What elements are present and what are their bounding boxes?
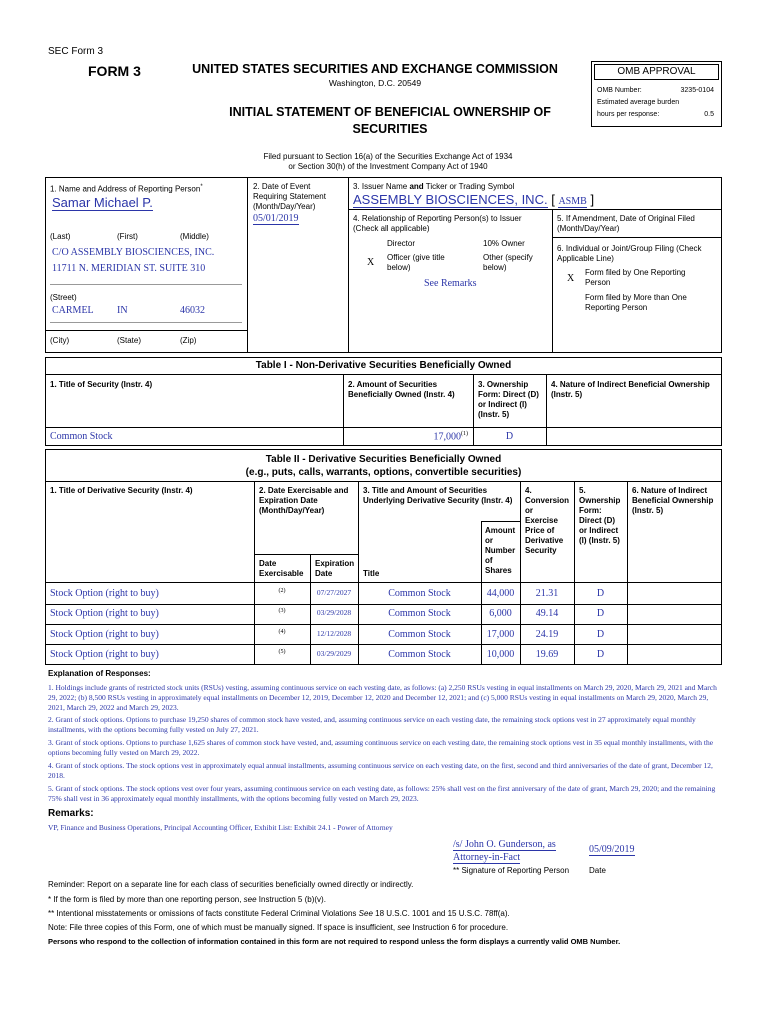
table1-title: Table I - Non-Derivative Securities Beneficially Owned xyxy=(255,360,512,371)
row-footnote: (5) xyxy=(278,649,286,655)
amount-shares-header: Amount or Number of Shares xyxy=(485,526,516,575)
omb-hours-value: 0.5 xyxy=(704,111,714,118)
middle-label: (Middle) xyxy=(180,232,209,241)
signature: /s/ John O. Gunderson, as Attorney-in-Fact xyxy=(453,839,556,863)
box5-label: 5. If Amendment, Date of Original Filed (Month/Day/Year) xyxy=(557,214,695,233)
city-label: (City) xyxy=(50,336,70,345)
zip-label: (Zip) xyxy=(180,336,197,345)
row-expiration: 07/27/2027 xyxy=(316,588,352,597)
officer-check-mark: X xyxy=(367,257,375,268)
table1-row-title: Common Stock xyxy=(50,431,113,442)
ten-percent-owner-label: 10% Owner xyxy=(483,239,525,248)
city-value: CARMEL xyxy=(52,305,94,316)
form-number: FORM 3 xyxy=(88,63,141,79)
table1-row-form: D xyxy=(505,431,514,442)
issuer-name: ASSEMBLY BIOSCIENCES, INC. xyxy=(353,192,548,207)
expiration-date-header: Expiration Date xyxy=(315,559,355,578)
table1-row-amount: 17,000$^{(1)}$ xyxy=(433,431,468,443)
page-title-line2: SECURITIES xyxy=(352,122,428,136)
remarks-title: Remarks: xyxy=(48,808,94,819)
one-person-check-mark: X xyxy=(567,273,575,284)
row-title: Stock Option (right to buy) xyxy=(50,588,159,599)
ticker-symbol: ASMB xyxy=(558,196,587,207)
officer-title: See Remarks xyxy=(424,278,477,289)
filed-line2: or Section 30(h) of the Investment Company Act of 1940 xyxy=(288,162,488,171)
row-amount: 17,000 xyxy=(486,629,515,640)
filed-pursuant xyxy=(150,152,626,172)
row-expiration: 03/29/2028 xyxy=(316,608,352,617)
street-label: (Street) xyxy=(50,293,77,302)
sec-form-label: SEC Form 3 xyxy=(48,46,104,57)
row-amount: 10,000 xyxy=(486,649,515,660)
director-label: Director xyxy=(387,239,416,248)
omb-number-value: 3235-0104 xyxy=(680,87,714,94)
footnote-1: 1. Holdings include grants of restricted stock units (RSUs) vesting, assuming continuous service on each vesting date, as follows: (a) 2,250 RSUs vesting in equal installments on March 29, 2020, March 29, 2021 and March 29, 2022; (b) 8,500 RSUs vesting in approximately equal installments on December 12, 2019, December 12, 2020 and December 12, 2021; and (c) 5,000 RSUs vesting in equal installments on March 29, 2020, March 29, 2021, March 29, 2022 and March 29, 2023. xyxy=(48,683,717,712)
box1-star: * xyxy=(200,184,203,190)
address-line2: 11711 N. MERIDIAN ST. SUITE 310 xyxy=(52,263,206,274)
officer-label: Officer (give title below) xyxy=(387,253,445,272)
footnote-4: 4. Grant of stock options. The stock options vest in approximately equal annual installments, assuming continuous service on each vesting date, on the first, second and third anniversaries of the date of grant, December 12, 2018. xyxy=(48,761,713,780)
footer-note-2: ** Intentional misstatements or omissions of facts constitute Federal Criminal Violations See 18 U.S.C. 1001 and 15 U.S.C. 78ff(a). xyxy=(48,909,510,918)
reporting-person-name: Samar Michael P. xyxy=(52,195,153,210)
row-underlying: Common Stock xyxy=(388,629,451,640)
address-line1: C/O ASSEMBLY BIOSCIENCES, INC. xyxy=(52,247,215,258)
row-form: D xyxy=(596,629,605,640)
omb-burden-label: Estimated average burden xyxy=(597,99,680,106)
commission-title: UNITED STATES SECURITIES AND EXCHANGE COMMISSION xyxy=(192,62,558,76)
box1-label: 1. Name and Address of Reporting Person* xyxy=(50,184,203,194)
omb-title: OMB APPROVAL xyxy=(594,64,719,80)
page-title xyxy=(190,104,590,138)
row-form: D xyxy=(596,588,605,599)
footnote-3: 3. Grant of stock options. Options to purchase 1,625 shares of common stock have vested, and, assuming continuous service on each vesting date, the remaining stock options vest in 35 equal monthly installments, with the options becoming fully vested on March 29, 2022. xyxy=(48,738,714,757)
row-title: Stock Option (right to buy) xyxy=(50,608,159,619)
table2-h6: 6. Nature of Indirect Beneficial Ownership (Instr. 5) xyxy=(632,486,714,515)
table1-h2: 2. Amount of Securities Beneficially Owned (Instr. 4) xyxy=(348,380,455,399)
state-value: IN xyxy=(117,305,128,316)
page-title-line1: INITIAL STATEMENT OF BENEFICIAL OWNERSHIP OF xyxy=(229,105,551,119)
box4-label: 4. Relationship of Reporting Person(s) to Issuer (Check all applicable) xyxy=(353,214,522,233)
filed-more-persons-label: Form filed by More than One Reporting Person xyxy=(585,293,687,312)
zip-value: 46032 xyxy=(180,305,205,316)
explanation-title: Explanation of Responses: xyxy=(48,669,151,678)
row-underlying: Common Stock xyxy=(388,608,451,619)
box2-label: 2. Date of Event Requiring Statement (Month/Day/Year) xyxy=(253,182,326,211)
row-footnote: (2) xyxy=(278,588,286,594)
signature-label: ** Signature of Reporting Person xyxy=(453,866,570,875)
box3-label: 3. Issuer Name and Ticker or Trading Symbol xyxy=(353,182,515,191)
table1-h3: 3. Ownership Form: Direct (D) or Indirect (I) (Instr. 5) xyxy=(478,380,539,419)
table2-h1: 1. Title of Derivative Security (Instr. 4) xyxy=(50,486,193,495)
footer-note-3: Note: File three copies of this Form, one of which must be manually signed. If space is insufficient, see Instruction 6 for procedure. xyxy=(48,923,509,932)
row-title: Stock Option (right to buy) xyxy=(50,649,159,660)
date-exercisable-header: Date Exercisable xyxy=(259,559,304,578)
commission-city: Washington, D.C. 20549 xyxy=(328,78,422,88)
date-label: Date xyxy=(589,866,606,875)
row-price: 21.31 xyxy=(535,588,559,599)
row-price: 24.19 xyxy=(535,629,559,640)
row-amount: 44,000 xyxy=(486,588,515,599)
state-label: (State) xyxy=(117,336,142,345)
footnote-2: 2. Grant of stock options. Options to purchase 19,250 shares of common stock have vested, and, assuming continuous service on each vesting date, the remaining stock options vest in 27 approximately equal monthly installments, with the options becoming fully vested on July 27, 2021. xyxy=(48,715,696,734)
row-title: Stock Option (right to buy) xyxy=(50,629,159,640)
table2-h3: 3. Title and Amount of Securities Underlying Derivative Security (Instr. 4) xyxy=(363,486,513,505)
table2-title: Table II - Derivative Securities Beneficially Owned (e.g., puts, calls, warrants, options, convertible securities) xyxy=(245,454,522,478)
table1-h1: 1. Title of Security (Instr. 4) xyxy=(50,380,153,389)
row-price: 19.69 xyxy=(535,649,559,660)
footer-note-1: * If the form is filed by more than one reporting person, see Instruction 5 (b)(v). xyxy=(48,895,326,904)
issuer-line: ASSEMBLY BIOSCIENCES, INC. [ ASMB ] xyxy=(353,192,595,207)
row-form: D xyxy=(596,608,605,619)
table2-h4: 4. Conversion or Exercise Price of Derivative Security xyxy=(525,486,570,555)
row-amount: 6,000 xyxy=(489,608,512,619)
remarks-text: VP, Finance and Business Operations, Principal Accounting Officer, Exhibit List: Exhibit 24.1 - Power of Attorney xyxy=(48,823,393,832)
omb-number-label: OMB Number: xyxy=(597,87,642,94)
row-underlying: Common Stock xyxy=(388,649,451,660)
last-label: (Last) xyxy=(50,232,71,241)
box6-label: 6. Individual or Joint/Group Filing (Check Applicable Line) xyxy=(557,244,702,263)
filed-line1: Filed pursuant to Section 16(a) of the Securities Exchange Act of 1934 xyxy=(263,152,513,161)
first-label: (First) xyxy=(117,232,138,241)
row-underlying: Common Stock xyxy=(388,588,451,599)
row-price: 49.14 xyxy=(535,608,559,619)
row-footnote: (3) xyxy=(278,608,286,614)
table1-h4: 4. Nature of Indirect Beneficial Ownership (Instr. 5) xyxy=(551,380,710,399)
row-expiration: 12/12/2028 xyxy=(316,629,352,638)
table1-row-footnote: (1) xyxy=(461,431,468,437)
reminder: Reminder: Report on a separate line for each class of securities beneficially owned directly or indirectly. xyxy=(48,880,414,889)
other-label: Other (specify below) xyxy=(483,253,533,272)
table2-h2: 2. Date Exercisable and Expiration Date (Month/Day/Year) xyxy=(259,486,349,515)
event-date: 05/01/2019 xyxy=(253,213,299,224)
row-footnote: (4) xyxy=(278,629,286,635)
footer-note-4: Persons who respond to the collection of information contained in this form are not required to respond unless the form displays a currently valid OMB Number. xyxy=(48,937,621,946)
omb-hours-label: hours per response: xyxy=(597,111,660,118)
table2-h5: 5. Ownership Form: Direct (D) or Indirect (I) (Instr. 5) xyxy=(579,486,621,545)
filed-one-person-label: Form filed by One Reporting Person xyxy=(585,268,686,287)
signature-date: 05/09/2019 xyxy=(589,844,635,855)
row-form: D xyxy=(596,649,605,660)
underlying-title-header: Title xyxy=(363,569,380,578)
footnote-5: 5. Grant of stock options. The stock options vest over four years, assuming continuous service on each vesting date, as follows: 25% shall vest on the first anniversary of the date of grant, March 29, 2020; and the remaining 75% shall vest in 36 approximately equal monthly installments, with the options becoming fully vested on March 29, 2023. xyxy=(48,784,716,803)
row-expiration: 03/29/2029 xyxy=(316,649,352,658)
